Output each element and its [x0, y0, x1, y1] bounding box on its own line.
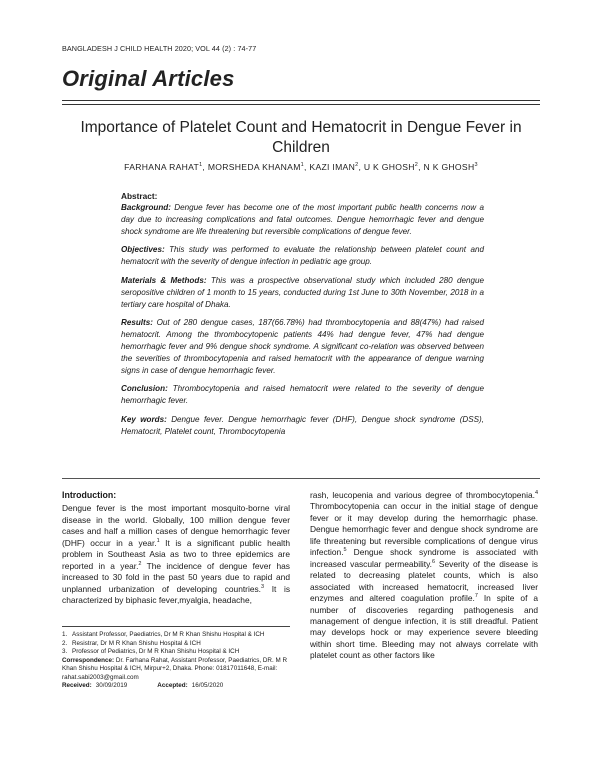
- bottom-rule: [62, 104, 540, 105]
- objectives-label: Objectives:: [121, 245, 165, 255]
- background-text: Dengue fever has become one of the most important public health concerns now a day due to increasing complications and fatal outcomes. Dengue hemorrhagic fever and dengue shock syndrome are life threatening but reversible complications of dengue fever.: [121, 203, 484, 237]
- footnote-text: Assistant Professor, Paediatrics, Dr M R Khan Shishu Hospital & ICH: [72, 631, 265, 638]
- footnote-rule: [62, 626, 290, 627]
- results-label: Results:: [121, 317, 153, 327]
- reference-marker[interactable]: 1: [156, 538, 160, 545]
- conclusion-text: Thrombocytopenia and raised hematocrit were related to the severity of dengue hemorrhagic fever.: [121, 384, 484, 406]
- reference-marker[interactable]: 5: [343, 547, 347, 554]
- body-text: In spite of a number of discoveries regarding pathogenesis and management of dengue infection, it is still dreadful. Patient may develops hock or may experience severe bleeding within short time. Bleeding may not always correlate with platelet count as other factors like: [310, 593, 538, 661]
- introduction-heading: Introduction:: [62, 490, 117, 500]
- affiliation-marker: 2: [355, 162, 359, 169]
- correspondence: [62, 657, 290, 683]
- keywords-label: Key words:: [121, 414, 167, 424]
- body-text: Thrombocytopenia can occur in the initial stage of dengue fever or it may develop during the hemorrhagic phase. Dengue hemorrhagic fever and dengue shock syndrome are life threatening but reversible complications of dengue virus infection.: [310, 501, 538, 558]
- results-text: Out of 280 dengue cases, 187(66.78%) had thrombocytopenia and 88(47%) had raised hematocrit. Among the thrombocytopenic patients 44% had dengue fever, 47% had dengue hemorrhagic fever and 9% dengue shock syndrome. A significant co-relation was observed between the severities of thrombocytopenia and raised hematocrit with the appearance of dengue warning signs in case of dengue hemorrhagic fever.: [121, 317, 485, 376]
- correspondence-label: Correspondence:: [62, 656, 115, 664]
- reference-marker[interactable]: 3: [261, 583, 265, 590]
- footnote: [62, 631, 290, 640]
- journal-citation: BANGLADESH J CHILD HEALTH 2020; VOL 44 (2) : 74-77: [62, 44, 257, 53]
- abstract-keywords: [121, 414, 484, 438]
- article-title: Importance of Platelet Count and Hematocrit in Dengue Fever in Children: [80, 119, 522, 156]
- reference-marker[interactable]: 4: [534, 490, 538, 497]
- author-name: KAZI IMAN: [309, 162, 356, 172]
- right-column: [310, 490, 538, 662]
- body-text: Severity of the disease is related to decreasing platelet counts, which is also associated with increased hematocrit, increased liver enzymes and altered coagulation profile.: [310, 558, 538, 604]
- section-heading: Original Articles: [62, 66, 235, 91]
- body-text: The incidence of dengue fever has increased to 30 fold in the past 50 years due to rapid and unplanned urbanization of developing countries.: [62, 560, 290, 594]
- affiliation-marker: 3: [474, 162, 478, 169]
- footnote: [62, 648, 290, 657]
- left-column: [62, 490, 290, 607]
- author-list: FARHANA RAHAT$^1$, MORSHEDA KHANAM$^1$, KAZI IMAN$^2$, U K GHOSH$^2$, N K GHOSH$^3$: [124, 162, 478, 172]
- affiliation-marker: 2: [414, 162, 419, 169]
- intro-paragraph: [62, 503, 290, 606]
- top-rule: [62, 100, 540, 101]
- correspondence-text: Dr. Farhana Rahat, Assistant Professor, Paediatrics, DR. M R Khan Shishu Hospital & ICH, Mirpur+2, Dhaka. Phone: 01817011648, E-mail: rahat.sabi2003@gmail.com: [62, 656, 288, 681]
- body-paragraph: [310, 490, 538, 662]
- abstract-methods: [121, 275, 484, 311]
- accepted-label: Accepted:: [157, 682, 188, 689]
- received-accepted: [62, 682, 290, 691]
- reference-marker[interactable]: 6: [432, 558, 436, 565]
- methods-text: This was a prospective observational study which included 280 dengue seropositive children of 1 month to 15 years, conducted during 1st June to 30th November, 2018 in a tertiary care hospital of Dhaka.: [121, 275, 484, 309]
- accepted-date: 16/05/2020: [191, 682, 224, 689]
- reference-marker[interactable]: 2: [138, 560, 142, 567]
- reference-marker[interactable]: 7: [474, 593, 478, 600]
- objectives-text: This study was performed to evaluate the relationship between platelet count and hematocrit with the severity of dengue infection in pediatric age group.: [121, 245, 484, 267]
- author-name: U K GHOSH: [363, 162, 415, 172]
- body-text: Dengue fever is the most important mosquito-borne viral disease in the world. Globally, 100 million dengue fever cases and half a million cases of dengue hemorrhagic fever (DHF) occur in a year.: [62, 503, 290, 548]
- body-text: It is characterized by biphasic fever,myalgia, headache,: [62, 583, 291, 606]
- body-text: Dengue shock syndrome is associated with increased vascular permeability.: [310, 547, 538, 569]
- body-text: It is a significant public health problem in Southeast Asia as two to three epidemics are reported in a year.: [62, 537, 290, 571]
- abstract-results: [121, 317, 484, 377]
- affiliation-marker: 1: [199, 162, 203, 169]
- footnote-text: Professor of Pediatrics, Dr M R Khan Shishu Hospital & ICH: [72, 648, 240, 655]
- affiliation-marker: 1: [300, 162, 305, 169]
- footnote-text: Resistrar, Dr M R Khan Shishu Hospital & ICH: [72, 639, 201, 647]
- abstract-background: [121, 202, 484, 238]
- abstract-objectives: [121, 244, 484, 268]
- background-label: Background:: [121, 203, 171, 213]
- received-date: 30/09/2019: [95, 682, 128, 689]
- body-text: rash, leucopenia and various degree of thrombocytopenia.: [310, 490, 535, 500]
- author-name: FARHANA RAHAT: [124, 162, 200, 172]
- footnote: [62, 640, 290, 649]
- footnote-number: 2.: [62, 639, 68, 647]
- received-label: Received:: [62, 682, 92, 689]
- footnote-number: 3.: [62, 648, 68, 655]
- author-name: N K GHOSH: [423, 162, 475, 172]
- abstract-block: [121, 190, 484, 444]
- footnotes: [62, 631, 290, 691]
- conclusion-label: Conclusion:: [121, 384, 168, 394]
- abstract-conclusion: [121, 383, 484, 407]
- author-name: MORSHEDA KHANAM: [207, 162, 301, 172]
- keywords-text: Dengue fever. Dengue hemorrhagic fever (DHF), Dengue shock syndrome (DSS), Hematocrit, Platelet count, Thrombocytopenia: [121, 414, 484, 436]
- abstract-heading: Abstract:: [121, 191, 158, 201]
- footnote-number: 1.: [62, 631, 68, 638]
- abstract-rule: [62, 478, 540, 479]
- methods-label: Materials & Methods:: [121, 275, 207, 285]
